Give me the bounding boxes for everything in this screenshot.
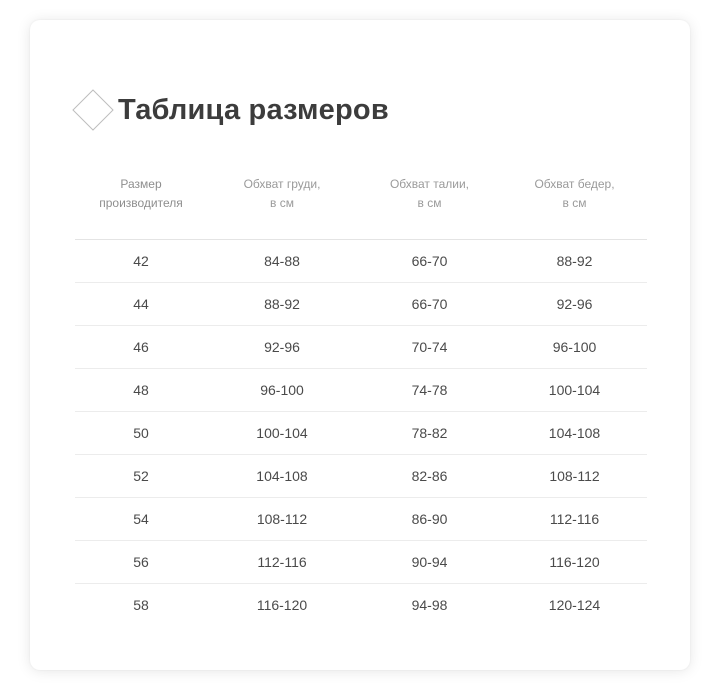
table-row (75, 541, 647, 584)
cell-size: 58 (133, 597, 149, 614)
size-chart-card (30, 20, 690, 670)
table-row (75, 584, 647, 627)
table-row (75, 498, 647, 541)
column-header-waist (357, 175, 502, 240)
page-title: Таблица размеров (118, 93, 389, 126)
cell-size: 50 (75, 412, 207, 455)
header-line-2: в см (270, 196, 294, 211)
cell-size: 48 (75, 369, 207, 412)
cell-waist: 66-70 (357, 240, 502, 283)
cell-hips: 108-112 (502, 455, 647, 498)
diamond-outline-icon (70, 87, 116, 133)
cell-chest: 108-112 (207, 498, 357, 541)
header-line-1: Обхват бедер, (534, 177, 615, 191)
cell-chest: 88-92 (207, 283, 357, 326)
column-header-hips (502, 175, 647, 240)
table-row (75, 455, 647, 498)
table-row (75, 412, 647, 455)
size-table (75, 175, 647, 626)
table-header (75, 175, 647, 240)
header-line-2: в см (417, 196, 442, 211)
cell-waist: 86-90 (357, 498, 502, 541)
header-line-2: производителя (99, 196, 183, 211)
cell-hips: 104-108 (502, 412, 647, 455)
cell-waist: 78-82 (357, 412, 502, 455)
table-row (75, 240, 647, 283)
cell-hips: 88-92 (502, 240, 647, 283)
header-line-1: Обхват груди, (243, 177, 321, 191)
cell-hips: 92-96 (502, 283, 647, 326)
cell-hips: 116-120 (502, 541, 647, 584)
column-header-manufacturer-size (75, 175, 207, 240)
cell-chest: 96-100 (207, 369, 357, 412)
cell-size: 46 (75, 326, 207, 369)
cell-waist: 90-94 (357, 541, 502, 584)
cell-chest: 100-104 (207, 412, 357, 455)
table-row (75, 326, 647, 369)
cell-hips: 100-104 (502, 369, 647, 412)
cell-chest: 112-116 (207, 541, 357, 584)
header-line-1: Обхват талии, (389, 177, 470, 191)
cell-hips: 120-124 (548, 597, 601, 614)
cell-size: 56 (75, 541, 207, 584)
cell-waist: 70-74 (357, 326, 502, 369)
cell-waist: 94-98 (411, 597, 448, 614)
cell-chest: 92-96 (207, 326, 357, 369)
cell-size: 54 (75, 498, 207, 541)
cell-waist: 66-70 (357, 283, 502, 326)
cell-size: 52 (75, 455, 207, 498)
column-header-chest (207, 175, 357, 240)
table-header-row (75, 175, 647, 240)
cell-hips: 96-100 (502, 326, 647, 369)
header-line-1: Размер (120, 177, 162, 191)
cell-hips: 112-116 (502, 498, 647, 541)
table-row (75, 283, 647, 326)
title-row (70, 82, 389, 138)
header-line-2: в см (562, 196, 587, 211)
cell-chest: 116-120 (256, 597, 308, 614)
cell-chest: 104-108 (207, 455, 357, 498)
cell-waist: 74-78 (357, 369, 502, 412)
cell-chest: 84-88 (207, 240, 357, 283)
cell-waist: 82-86 (357, 455, 502, 498)
cell-size: 42 (75, 240, 207, 283)
cell-size: 44 (75, 283, 207, 326)
table-body (75, 240, 647, 627)
table-row (75, 369, 647, 412)
